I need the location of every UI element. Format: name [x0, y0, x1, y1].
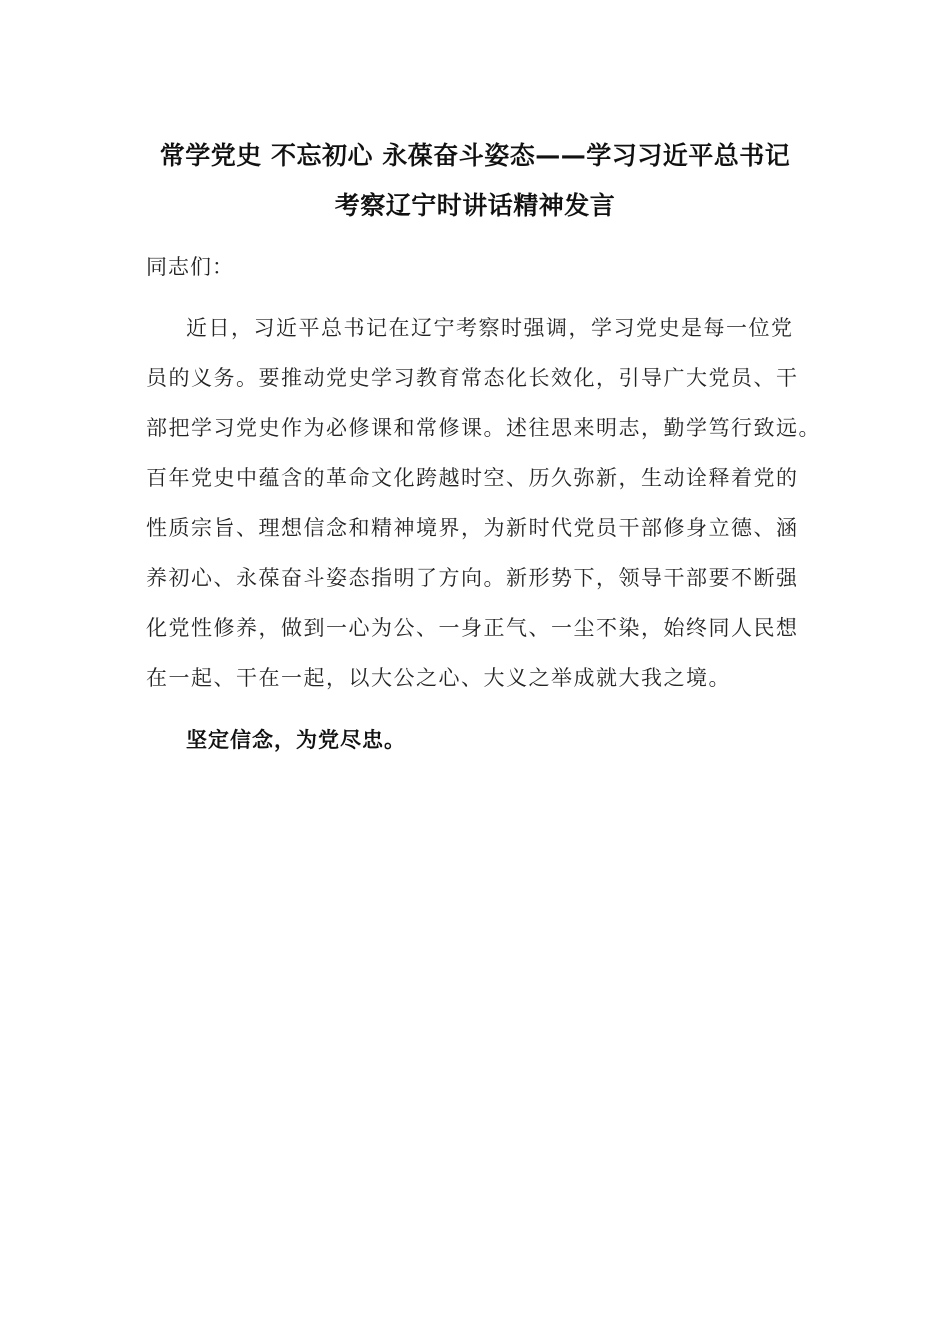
- paragraph-line: 在一起、干在一起，以大公之心、大义之举成就大我之境。: [146, 666, 731, 690]
- paragraph-line: 百年党史中蕴含的革命文化跨越时空、历久弥新，生动诠释着党的: [146, 466, 799, 490]
- paragraph-line: 养初心、永葆奋斗姿态指明了方向。新形势下，领导干部要不断强: [146, 566, 799, 590]
- salutation: 同志们：: [146, 255, 234, 279]
- paragraph-line: 部把学习党史作为必修课和常修课。述往思来明志，勤学笃行致远。: [146, 416, 821, 440]
- document-title-line-1: 常学党史 不忘初心 永葆奋斗姿态——学习习近平总书记: [159, 141, 791, 170]
- paragraph-line: 化党性修养，做到一心为公、一身正气、一尘不染，始终同人民想: [146, 616, 799, 640]
- section-heading: 坚定信念，为党尽忠。: [186, 728, 406, 752]
- paragraph-line: 近日，习近平总书记在辽宁考察时强调，学习党史是每一位党: [186, 316, 794, 340]
- paragraph-line: 员的义务。要推动党史学习教育常态化长效化，引导广大党员、干: [146, 366, 799, 390]
- document-title-line-2: 考察辽宁时讲话精神发言: [334, 191, 616, 220]
- paragraph-line: 性质宗旨、理想信念和精神境界，为新时代党员干部修身立德、涵: [146, 516, 799, 540]
- paragraph-1: [146, 303, 822, 703]
